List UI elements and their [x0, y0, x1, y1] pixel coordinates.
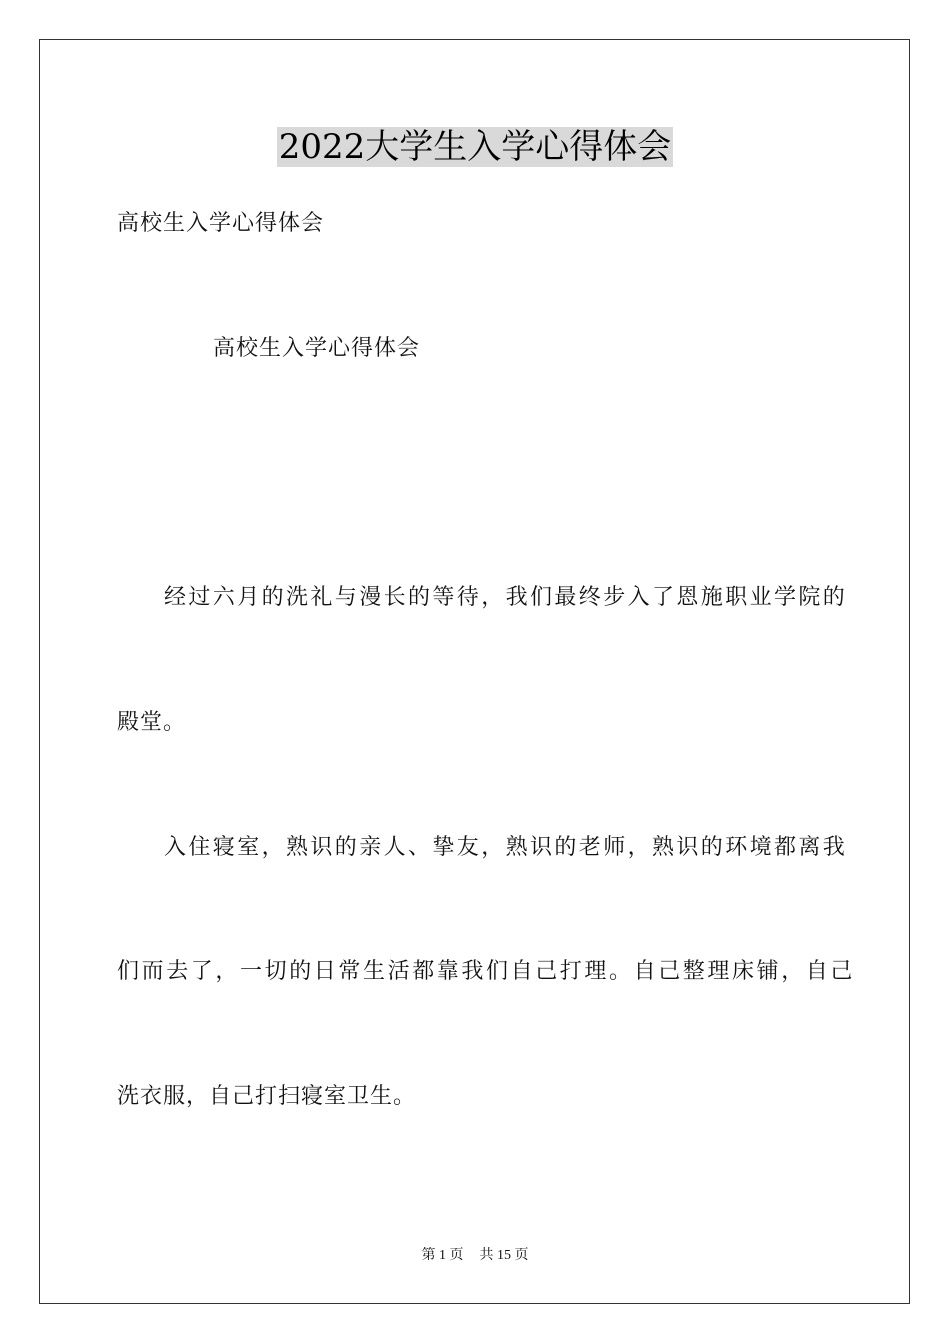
- paragraph-2-line-1: 入住寝室，熟识的亲人、挚友，熟识的老师，熟识的环境都离我: [164, 835, 848, 860]
- paragraph-1-line-1: 经过六月的洗礼与漫长的等待，我们最终步入了恩施职业学院的: [164, 585, 848, 610]
- paragraph-2-line-2: 们而去了，一切的日常生活都靠我们自己打理。自己整理床铺，自己: [117, 959, 856, 984]
- paragraph-2-line-3: 洗衣服，自己打扫寝室卫生。: [117, 1084, 417, 1109]
- document-title: [0, 124, 950, 170]
- document-title-text: 2022大学生入学心得体会: [278, 127, 672, 167]
- page-total: 共 15 页: [479, 1248, 529, 1263]
- page-number: 第 1 页: [421, 1248, 464, 1263]
- subtitle-line: 高校生入学心得体会: [117, 211, 325, 236]
- paragraph-1-line-2: 殿堂。: [117, 710, 187, 735]
- page-footer: [0, 1246, 950, 1266]
- indented-heading: 高校生入学心得体会: [213, 336, 421, 361]
